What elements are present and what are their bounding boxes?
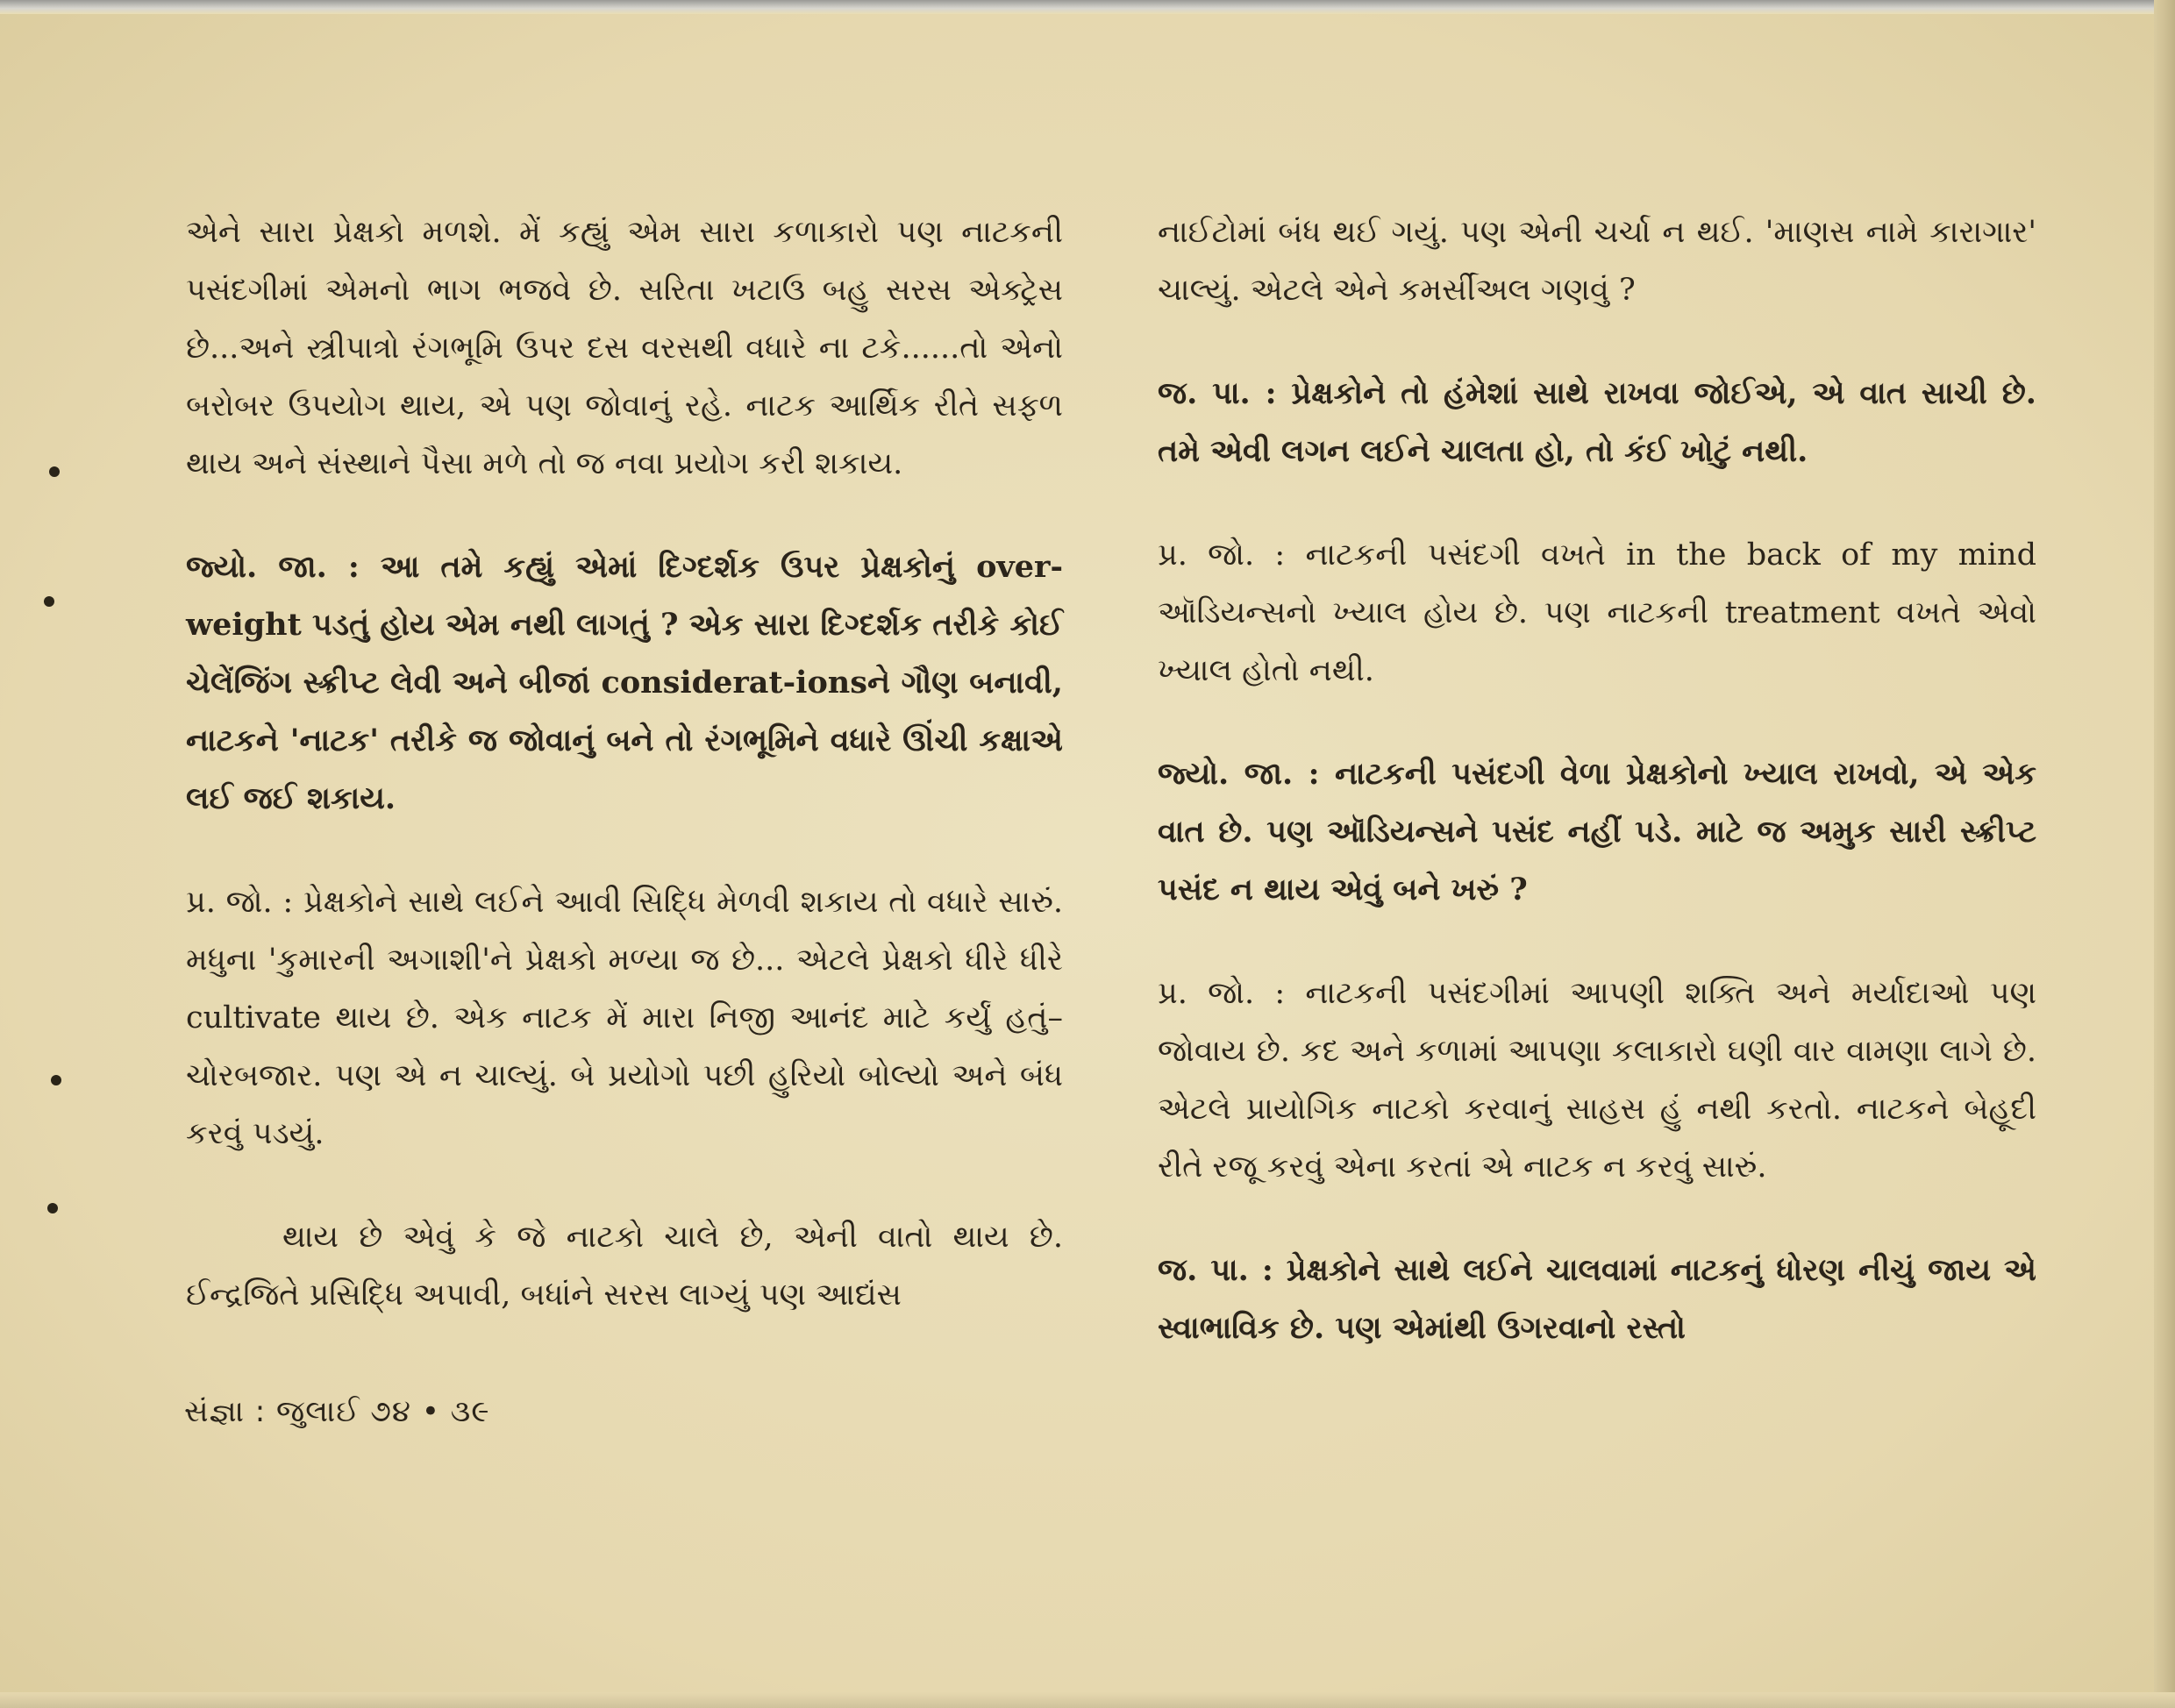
- punch-hole-mark: [51, 1075, 61, 1085]
- paragraph-answer: જ. પા. : પ્રેક્ષકોને તો હંમેશાં સાથે રાખવા જોઈએ, એ વાત સાચી છે. તમે એવી લગન લઈને ચાલતા હો, તો કંઈ ખોટું નથી.: [1158, 375, 2036, 469]
- right-column: [1158, 203, 2036, 1403]
- punch-hole-mark: [44, 596, 54, 607]
- paragraph: થાય છે એવું કે જે નાટકો ચાલે છે, એની વાતો થાય છે. ઈન્દ્રજિતે પ્રસિદ્ધિ અપાવી, બધાંને સરસ લાગ્યું પણ આદ્યંસ: [186, 1220, 1063, 1313]
- left-column: [186, 203, 1063, 1370]
- paragraph-answer: પ્ર. જો. : નાટકની પસંદગીમાં આપણી શક્તિ અને મર્યાદાઓ પણ જોવાય છે. કદ અને કળામાં આપણા કલાકારો ઘણી વાર વામણા લાગે છે. એટલે પ્રાયોગિક નાટકો કરવાનું સાહસ હું નથી કરતો. નાટકને બેહૂદી રીતે રજૂ કરવું એના કરતાં એ નાટક ન કરવું સારું.: [1158, 976, 2036, 1185]
- paragraph: નાઈટોમાં બંધ થઈ ગયું. પણ એની ચર્ચા ન થઈ. 'માણસ નામે કારાગાર' ચાલ્યું. એટલે એને કમર્સીઅલ ગણવું ?: [1158, 215, 2036, 308]
- page-footer: સંજ્ઞા : જુલાઈ ૭૪ • ૩૯: [184, 1394, 490, 1429]
- paragraph-answer: પ્ર. જો. : નાટકની પસંદગી વખતે in the back of my mind ઑડિયન્સનો ખ્યાલ હોય છે. પણ નાટકની treatment વખતે એવો ખ્યાલ હોતો નથી.: [1158, 537, 2036, 688]
- page-top-edge: [0, 0, 2175, 14]
- page-bottom-edge: [0, 1692, 2175, 1708]
- punch-hole-mark: [49, 466, 60, 477]
- paragraph-answer: જ. પા. : પ્રેક્ષકોને સાથે લઈને ચાલવામાં નાટકનું ધોરણ નીચું જાય એ સ્વાભાવિક છે. પણ એમાંથી ઉગરવાનો રસ્તો: [1158, 1252, 2036, 1346]
- paragraph-question: જ્યો. જા. : આ તમે કહ્યું એમાં દિગ્દર્શક ઉપર પ્રેક્ષકોનું over-weight પડતું હોય એમ નથી લાગતું ? એક સારા દિગ્દર્શક તરીકે કોઈ ચેલેંજિંગ સ્ક્રીપ્ટ લેવી અને બીજાં considerat-ionsને ગૌણ બનાવી, નાટકને 'નાટક' તરીકે જ જોવાનું બને તો રંગભૂમિને વધારે ઊંચી કક્ષાએ લઈ જઈ શકાય.: [186, 549, 1063, 816]
- paragraph-answer: પ્ર. જો. : પ્રેક્ષકોને સાથે લઈને આવી સિદ્ધિ મેળવી શકાય તો વધારે સારું. મધુના 'કુમારની અગાશી'ને પ્રેક્ષકો મળ્યા જ છે... એટલે પ્રેક્ષકો ધીરે ધીરે cultivate થાય છે. એક નાટક મેં મારા નિજી આનંદ માટે કર્યું હતું–ચોરબજાર. પણ એ ન ચાલ્યું. બે પ્રયોગો પછી હુરિયો બોલ્યો અને બંધ કરવું પડયું.: [186, 885, 1063, 1151]
- page-right-edge: [2154, 0, 2175, 1708]
- paragraph-question: જ્યો. જા. : નાટકની પસંદગી વેળા પ્રેક્ષકોનો ખ્યાલ રાખવો, એ એક વાત છે. પણ ઑડિયન્સને પસંદ નહીં પડે. માટે જ અમુક સારી સ્ક્રીપ્ટ પસંદ ન થાય એવું બને ખરું ?: [1158, 756, 2036, 907]
- punch-hole-mark: [47, 1203, 58, 1213]
- paragraph: એને સારા પ્રેક્ષકો મળશે. મેં કહ્યું એમ સારા કળાકારો પણ નાટકની પસંદગીમાં એમનો ભાગ ભજવે છે. સરિતા ખટાઉ બહુ સરસ એક્ટ્રેસ છે...અને સ્ત્રીપાત્રો રંગભૂમિ ઉપર દસ વરસથી વધારે ના ટકે......તો એનો બરોબર ઉપયોગ થાય, એ પણ જોવાનું રહે. નાટક આર્થિક રીતે સફળ થાય અને સંસ્થાને પૈસા મળે તો જ નવા પ્રયોગ કરી શકાય.: [186, 215, 1063, 481]
